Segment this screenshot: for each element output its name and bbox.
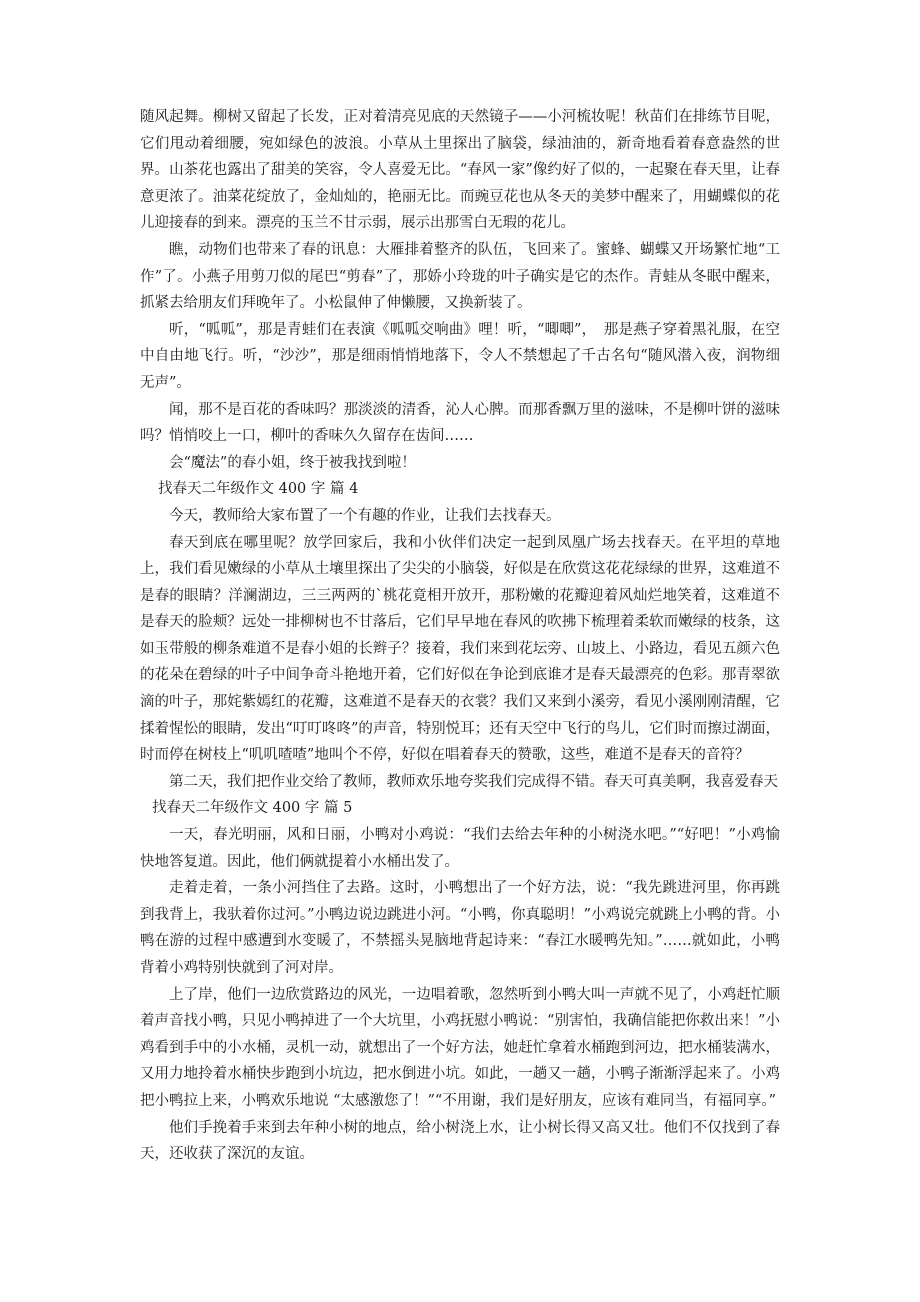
paragraph: 瞧，动物们也带来了春的讯息：大雁排着整齐的队伍，飞回来了。蜜蜂、蝴蝶又开场繁忙地“工作”了。小燕子用剪刀似的尾巴“剪春”了，那娇小玲珑的叶子确实是它的杰作。青蛙从冬眠中醒来，抓紧去给朋友们拜晚年了。小松鼠伸了伸懒腰，又换新装了。 [140, 241, 780, 312]
section-heading-4: 找春天二年级作文 400 字 篇 4 [158, 481, 359, 498]
document-body [140, 104, 780, 1168]
paragraph: 一天，春光明丽，风和日丽，小鸭对小鸡说：“我们去给去年种的小树浇水吧。”“好吧！”小鸡愉快地答复道。因此，他们俩就提着小水桶出发了。 [140, 827, 780, 870]
paragraph: 第二天，我们把作业交给了教师，教师欢乐地夸奖我们完成得不错。春天可真美啊，我喜爱春天 [169, 773, 778, 790]
paragraph: 今天，教师给大家布置了一个有趣的作业，让我们去找春天。 [169, 507, 561, 524]
section-heading-5: 找春天二年级作文 400 字 篇 5 [152, 800, 353, 817]
paragraph: 走着走着，一条小河挡住了去路。这时，小鸭想出了一个好方法，说：“我先跳进河里，你再跳到我背上，我驮着你过河。”小鸭边说边跳进小河。“小鸭，你真聪明！”小鸡说完就跳上小鸭的背。小鸭在游的过程中感遭到水变暖了，不禁摇头晃脑地背起诗来：“春江水暖鸭先知。”……就如此，小鸭背着小鸡特别快就到了河对岸。 [140, 880, 780, 976]
paragraph: 随风起舞。柳树又留起了长发，正对着清亮见底的天然镜子——小河梳妆呢！秋苗们在排练节目呢，它们甩动着细腰，宛如绿色的波浪。小草从土里探出了脑袋，绿油油的，新奇地看着春意盎然的世界。山茶花也露出了甜美的笑容，令人喜爱无比。“春风一家”像约好了似的，一起聚在春天里，让春意更浓了。油菜花绽放了，金灿灿的，艳丽无比。而豌豆花也从冬天的美梦中醒来了，用蝴蝶似的花儿迎接春的到来。漂亮的玉兰不甘示弱，展示出那雪白无瑕的花儿。 [140, 109, 780, 232]
paragraph: 上了岸，他们一边欣赏路边的风光，一边唱着歌，忽然听到小鸭大叫一声就不见了，小鸡赶忙顺着声音找小鸭，只见小鸭掉进了一个大坑里，小鸡抚慰小鸭说：“别害怕，我确信能把你救出来！”小鸡看到手中的小水桶，灵机一动，就想出了一个好方法，她赶忙拿着水桶跑到河边，把水桶装满水，又用力地拎着水桶快步跑到小坑边，把水倒进小坑。如此，一趟又一趟，小鸭子渐渐浮起来了。小鸡把小鸭拉上来，小鸭欢乐地说 “太感激您了！”“不用谢，我们是好朋友，应该有难同当，有福同享。” [140, 986, 780, 1109]
paragraph: 会“魔法”的春小姐，终于被我找到啦！ [169, 454, 416, 471]
paragraph: 闻，那不是百花的香味吗？那淡淡的清香，沁人心脾。而那香飘万里的滋味，不是柳叶饼的滋味吗？悄悄咬上一口，柳叶的香味久久留存在齿间…… [140, 401, 780, 445]
paragraph: 春天到底在哪里呢？放学回家后，我和小伙伴们决定一起到凤凰广场去找春天。在平坦的草地上，我们看见嫩绿的小草从土壤里探出了尖尖的小脑袋，好似是在欣赏这花花绿绿的世界，这难道不是春的眼睛？洋澜湖边，三三两两的`桃花竟相开放开，那粉嫩的花瓣迎着风灿烂地笑着，这难道不是春天的脸颊？远处一排柳树也不甘落后，它们早早地在春风的吹拂下梳理着柔软而嫩绿的枝条，这如玉带般的柳条难道不是春小姐的长辫子？接着，我们来到花坛旁、山坡上、小路边，看见五颜六色的花朵在碧绿的叶子中间争奇斗艳地开着，它们好似在争论到底谁才是春天最漂亮的色彩。那青翠欲滴的叶子，那姹紫嫣红的花瓣，这难道不是春天的衣裳？我们又来到小溪旁，看见小溪刚刚清醒，它揉着惺忪的眼睛，发出“叮叮咚咚”的声音，特别悦耳；还有天空中飞行的鸟儿，它们时而擦过湖面，时而停在树枝上“叽叽喳喳”地叫个不停，好似在唱着春天的赞歌，这些，难道不是春天的音符？ [140, 534, 780, 764]
paragraph: 听，“呱呱”，那是青蛙们在表演《呱呱交响曲》哩！听，“唧唧”， 那是燕子穿着黑礼服，在空中自由地飞行。听，“沙沙”，那是细雨悄悄地落下，令人不禁想起了千古名句“随风潜入夜，润物细无声”。 [140, 321, 780, 391]
paragraph: 他们手挽着手来到去年种小树的地点，给小树浇上水，让小树长得又高又壮。他们不仅找到了春天，还收获了深沉的友谊。 [140, 1119, 780, 1163]
